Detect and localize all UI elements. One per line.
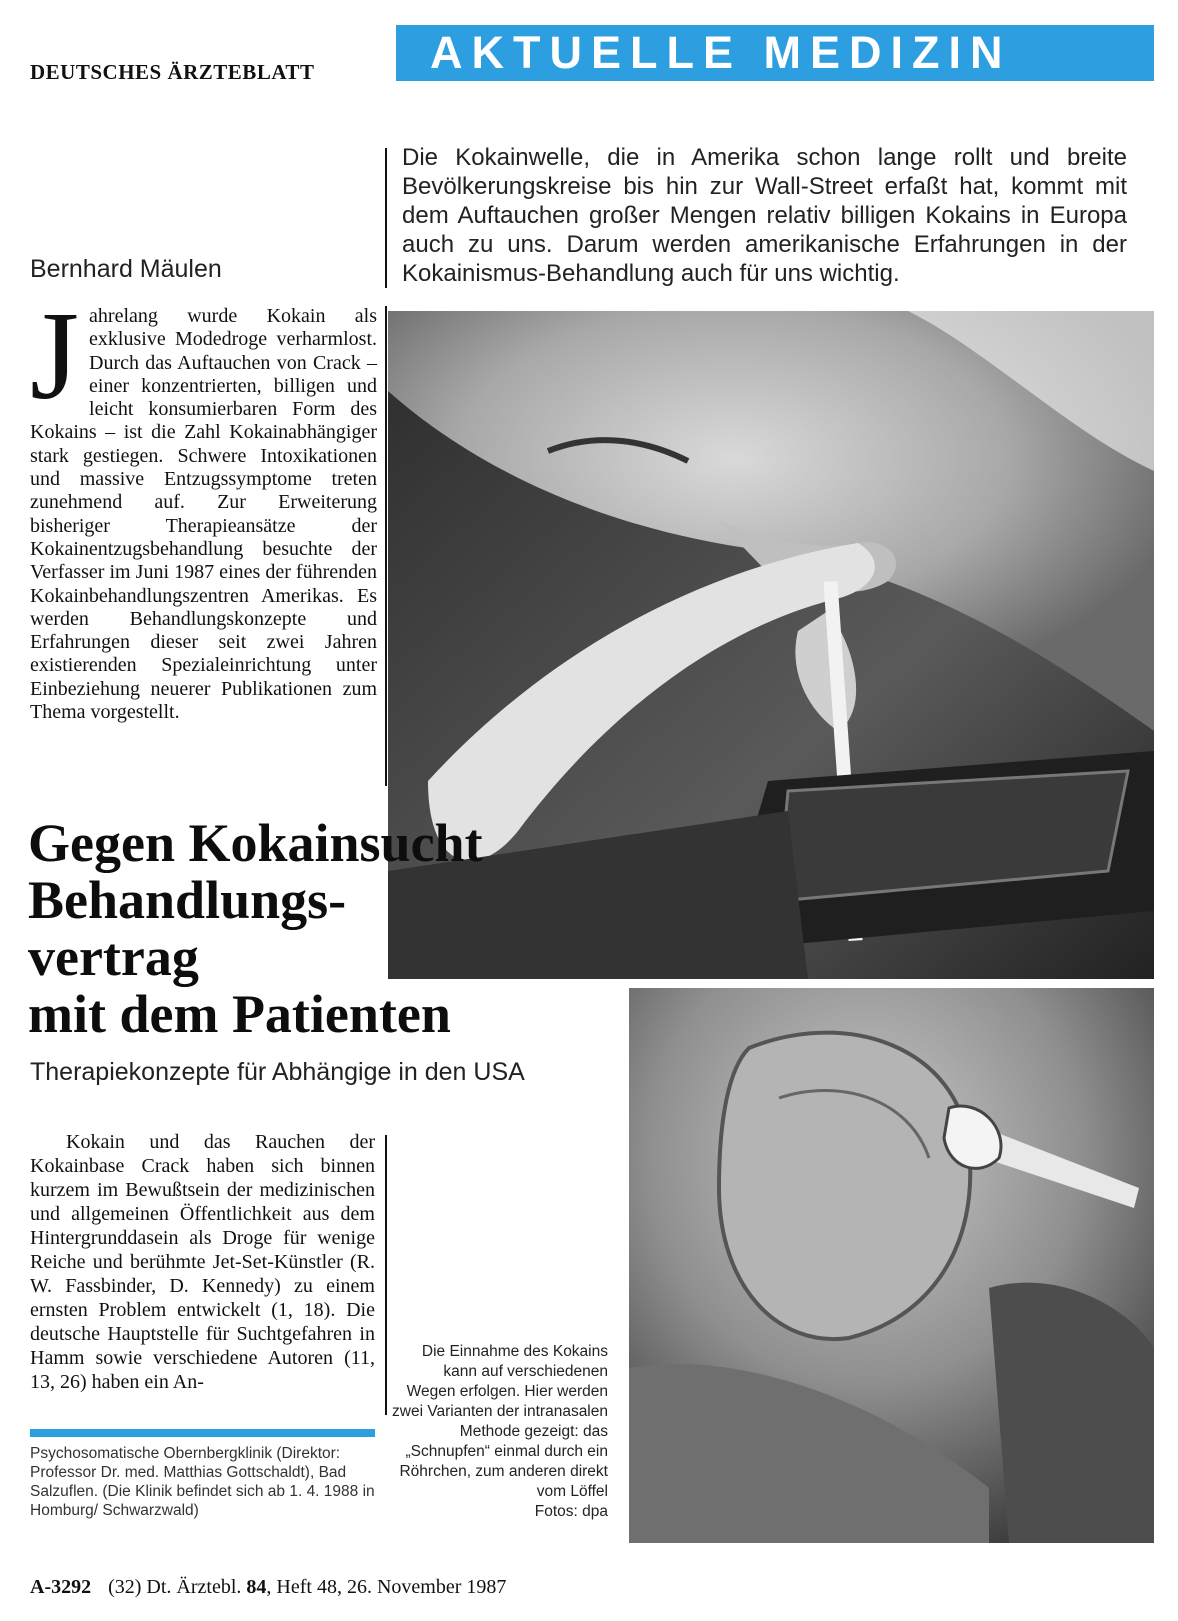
intro-divider <box>385 148 387 288</box>
footer-issue: , Heft 48, 26. November 1987 <box>266 1576 507 1598</box>
footer-citation: (32) Dt. Ärztebl. <box>108 1576 242 1598</box>
headline-line: Gegen Kokainsucht <box>28 813 483 873</box>
headline-line: mit dem Patienten <box>28 984 451 1044</box>
page-footer <box>30 1576 506 1599</box>
author-name: Bernhard Mäulen <box>30 255 222 283</box>
body-divider <box>385 1135 387 1415</box>
lead-paragraph <box>30 287 377 724</box>
caption-text: Die Einnahme des Kokains kann auf verschiedenen Wegen erfolgen. Hier werden zwei Varianten der intranasalen Methode gezeigt: das „Schnupfen“ einmal durch ein Röhrchen, zum anderen direkt vom Löffel <box>392 1343 608 1500</box>
headline-line: Behandlungs- <box>28 870 347 930</box>
lead-text: ahrelang wurde Kokain als exklusive Modedroge verharmlost. Durch das Auftauchen von Crack – einer konzentrierten, billigen und leicht konsumierbaren Form des Kokains – ist die Zahl Kokainabhängiger stark gestiegen. Schwere Intoxikationen und massive Entzugssymptome treten zunehmend auf. Zur Erweiterung bisheriger Therapieansätze der Kokainentzugsbehandlung besuchte der Verfasser im Juni 1987 eines der führenden Kokainbehandlungszentren Amerikas. Es werden Behandlungskonzepte und Erfahrungen dieser seit zwei Jahren existierenden Spezialeinrichtung unter Einbeziehung neuerer Publikationen zum Thema vorgestellt. <box>30 305 377 724</box>
photo-credit: Fotos: dpa <box>534 1503 608 1520</box>
footer-volume: 84 <box>246 1576 267 1598</box>
headline-line: vertrag <box>28 927 199 987</box>
intro-paragraph: Die Kokainwelle, die in Amerika schon lange rollt und breite Bevölkerungskreise bis hin zur Wall-Street erfaßt hat, kommt mit dem Auftauchen großer Mengen relativ billigen Kokains in Europa auch zu uns. Darum werden amerikanische Erfahrungen in der Kokainismus-Behandlung auch für uns wichtig. <box>402 144 1127 287</box>
section-banner: AKTUELLE MEDIZIN <box>396 25 1154 81</box>
subtitle: Therapiekonzepte für Abhängige in den USA <box>30 1058 525 1086</box>
headline <box>28 815 648 1043</box>
photo-snorting-spoon <box>629 988 1154 1543</box>
footnote: Psychosomatische Obernbergklinik (Direktor: Professor Dr. med. Matthias Gottschaldt), Bad Salzuflen. (Die Klinik befindet sich ab 1. 4. 1988 in Homburg/ Schwarzwald) <box>30 1445 375 1519</box>
journal-name: DEUTSCHES ÄRZTEBLATT <box>30 60 315 84</box>
drop-cap: J <box>30 287 80 426</box>
photo-caption <box>392 1342 608 1522</box>
page-number: A-3292 <box>30 1576 92 1598</box>
footnote-bar <box>30 1429 375 1437</box>
body-text: Kokain und das Rauchen der Kokainbase Crack haben sich binnen kurzem im Bewußtsein der medizinischen und allgemeinen Öffentlichkeit aus dem Hintergrunddasein als Droge für wenige Reiche und berühmte Jet-Set-Künstler (R. W. Fassbinder, D. Kennedy) zu einem ernsten Problem entwickelt (1, 18). Die deutsche Hauptstelle für Suchtgefahren in Hamm sowie verschiedene Autoren (11, 13, 26) haben ein An- <box>30 1131 375 1393</box>
lead-divider <box>385 306 387 786</box>
